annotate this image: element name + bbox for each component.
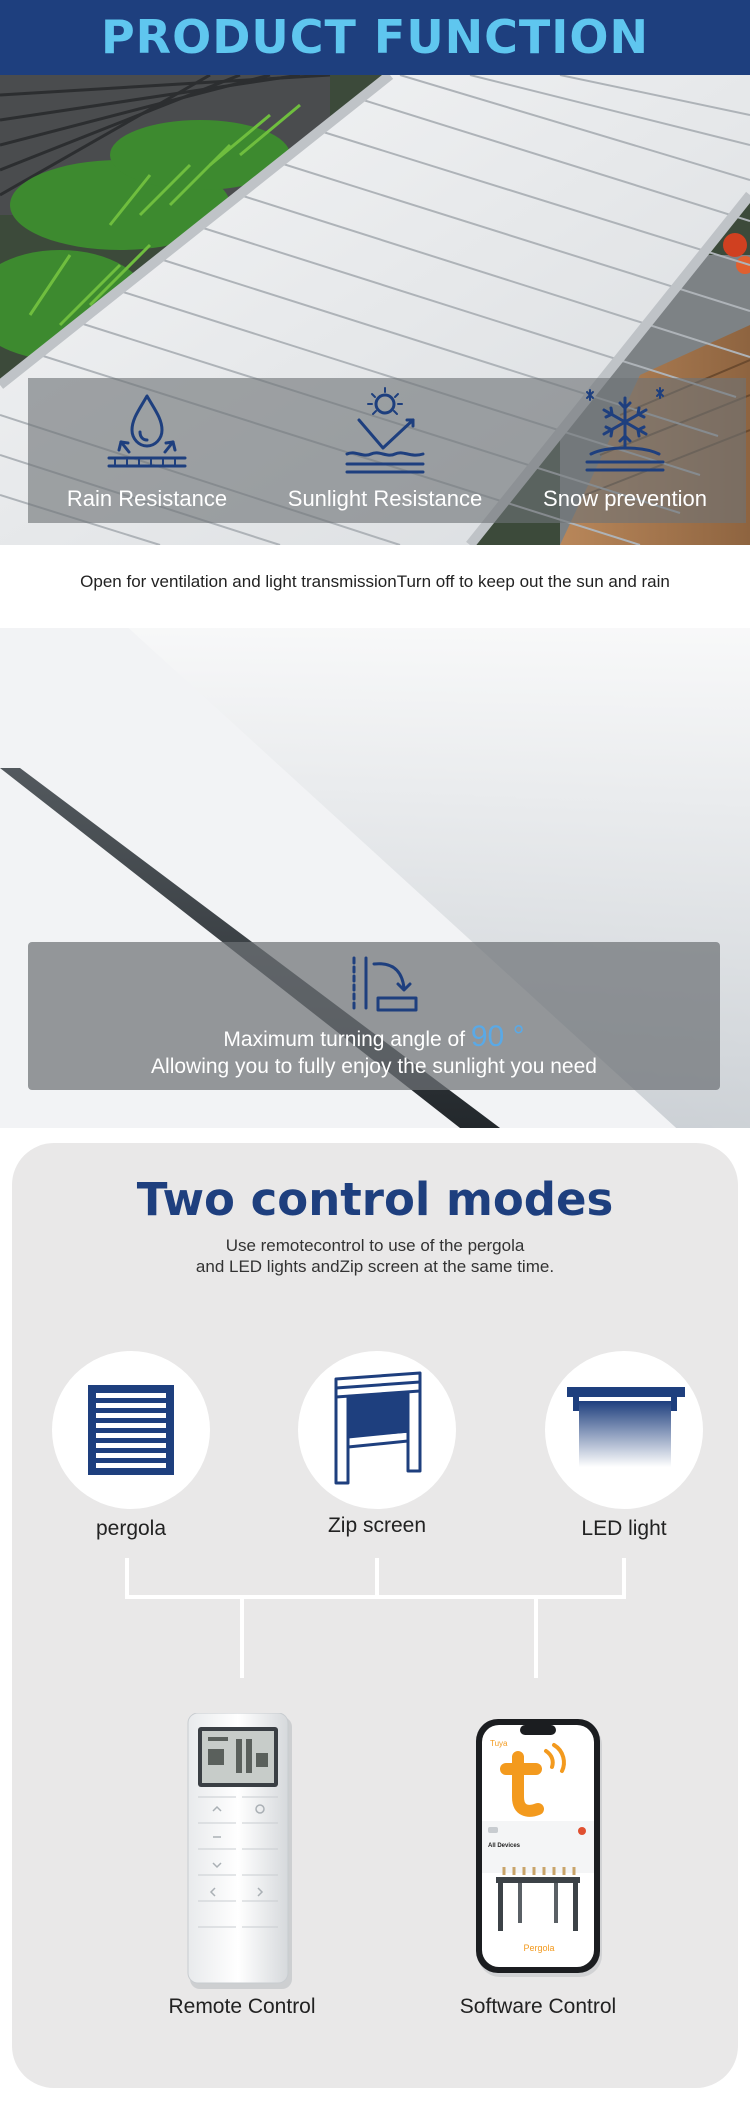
connector-line bbox=[622, 1558, 626, 1598]
device-label-software: Software Control bbox=[459, 1995, 617, 2018]
connector-line bbox=[240, 1595, 244, 1678]
feature-sunlight bbox=[270, 378, 500, 523]
page-title: PRODUCT FUNCTION bbox=[100, 10, 650, 64]
sun-icon bbox=[337, 386, 433, 487]
feature-label: Rain Resistance bbox=[66, 486, 228, 511]
feature-label: Snow prevention bbox=[543, 486, 707, 511]
mode-label-pergola: pergola bbox=[95, 1517, 167, 1540]
mode-label-zip-screen: Zip screen bbox=[327, 1514, 427, 1537]
zip-screen-icon bbox=[298, 1351, 456, 1509]
control-modes-card bbox=[12, 1143, 738, 2088]
pergola-mode bbox=[52, 1351, 210, 1509]
angle-text-line2: Allowing you to fully enjoy the sunlight you need bbox=[151, 1055, 597, 1078]
phone-list-header: All Devices bbox=[488, 1843, 521, 1849]
phone-device-name: Pergola bbox=[523, 1943, 555, 1953]
angle-panel bbox=[28, 942, 720, 1090]
header-banner bbox=[0, 0, 750, 75]
mode-label-led-light: LED light bbox=[581, 1517, 667, 1540]
led-light-icon bbox=[545, 1351, 703, 1509]
connector-line bbox=[125, 1558, 129, 1598]
led-light-mode bbox=[545, 1351, 703, 1509]
rotate-angle-icon bbox=[348, 956, 420, 1019]
feature-label: Sunlight Resistance bbox=[287, 486, 483, 511]
phone-brand-label: Tuya bbox=[490, 1739, 508, 1748]
snowflake-icon bbox=[577, 386, 673, 487]
control-modes-title: Two control modes bbox=[136, 1173, 614, 1226]
description-line-1: Use remotecontrol to use of the pergola bbox=[225, 1236, 525, 1255]
description-line-2: and LED lights andZip screen at the same time. bbox=[195, 1257, 555, 1276]
rain-drop-icon bbox=[99, 386, 195, 487]
feature-panel bbox=[28, 378, 746, 523]
control-modes-description bbox=[12, 1235, 738, 1277]
remote-control-image bbox=[186, 1713, 298, 1996]
angle-prefix: Maximum turning angle of bbox=[223, 1028, 471, 1051]
angle-text-line1 bbox=[28, 1020, 720, 1054]
device-label-remote: Remote Control bbox=[168, 1995, 316, 2018]
zip-screen-mode bbox=[298, 1351, 456, 1509]
feature-rain bbox=[32, 378, 262, 523]
feature-snow bbox=[510, 378, 740, 523]
ventilation-caption: Open for ventilation and light transmissionTurn off to keep out the sun and rain bbox=[80, 572, 670, 591]
angle-value: 90 ° bbox=[470, 1020, 525, 1053]
connector-line bbox=[125, 1595, 626, 1599]
connector-line bbox=[534, 1595, 538, 1678]
smartphone-app-image bbox=[474, 1717, 604, 1984]
pergola-louver-icon bbox=[52, 1351, 210, 1509]
connector-line bbox=[375, 1558, 379, 1598]
